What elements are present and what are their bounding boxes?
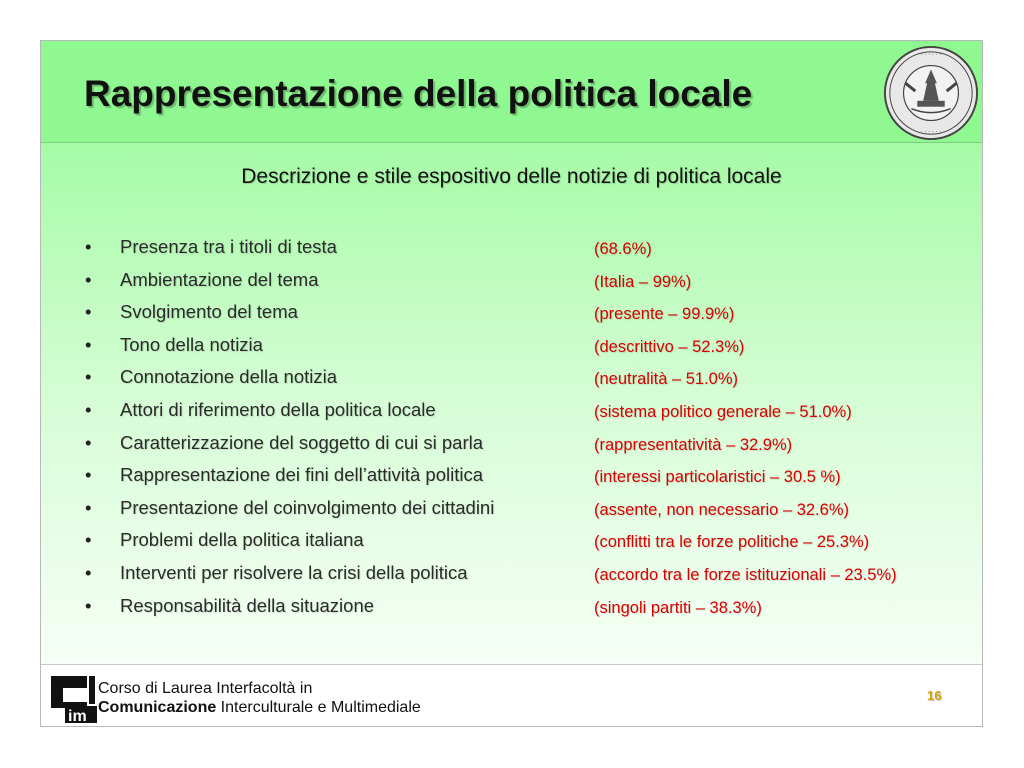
- list-item: [41, 561, 982, 594]
- item-label: Presenza tra i titoli di testa: [120, 236, 337, 257]
- list-item: [41, 333, 982, 366]
- item-label: Tono della notizia: [120, 333, 263, 355]
- list-item: [41, 398, 982, 431]
- item-label: Attori di riferimento della politica locale: [120, 398, 436, 420]
- list-item: [41, 463, 982, 496]
- item-value: (sistema politico generale – 51.0%): [594, 402, 852, 421]
- bullet-icon: •: [85, 301, 92, 323]
- item-value: (conflitti tra le forze politiche – 25.3%): [594, 533, 870, 552]
- bullet-icon: •: [85, 398, 92, 420]
- item-value: (interessi particolaristici – 30.5 %): [594, 468, 841, 487]
- list-item: [41, 528, 982, 561]
- svg-text:im: im: [68, 708, 87, 724]
- list-item: [41, 268, 982, 301]
- item-label: Ambientazione del tema: [120, 268, 319, 290]
- footer-program-line: [98, 699, 421, 717]
- slide-title: Rappresentazione della politica locale: [84, 73, 753, 114]
- bullet-icon: •: [85, 333, 92, 355]
- list-item: [41, 235, 982, 268]
- list-item: [41, 594, 982, 627]
- slide-subtitle: Descrizione e stile espositivo delle notizie di politica locale: [241, 165, 782, 188]
- item-label: Presentazione del coinvolgimento dei cittadini: [120, 496, 495, 518]
- list-item: [41, 496, 982, 529]
- bullet-icon: •: [85, 594, 92, 616]
- svg-text:· · · · · · · ·: · · · · · · · ·: [916, 130, 946, 137]
- item-value: (singoli partiti – 38.3%): [594, 598, 762, 617]
- item-value: (Italia – 99%): [594, 272, 692, 291]
- slide-footer: [41, 664, 982, 727]
- bullet-icon: •: [85, 496, 92, 518]
- item-value: (assente, non necessario – 32.6%): [594, 500, 849, 519]
- item-label: Connotazione della notizia: [120, 366, 338, 388]
- page-number: 16: [927, 688, 942, 703]
- item-value: (accordo tra le forze istituzionali – 23.5%): [594, 565, 897, 584]
- item-value: (rappresentatività – 32.9%): [594, 435, 793, 454]
- footer-course-line: Corso di Laurea Interfacoltà in: [98, 680, 313, 697]
- bullet-icon: •: [85, 366, 92, 388]
- slide: [40, 40, 983, 727]
- footer-program-bold: Comunicazione: [98, 699, 217, 716]
- item-label: Problemi della politica italiana: [120, 529, 364, 551]
- list-item: [41, 365, 982, 398]
- slide-content: [41, 143, 982, 663]
- bullet-icon: •: [85, 236, 92, 257]
- item-label: Responsabilità della situazione: [120, 594, 375, 616]
- statistics-list: [41, 235, 982, 626]
- slide-header: [41, 41, 982, 143]
- bullet-icon: •: [85, 464, 92, 486]
- bullet-icon: •: [85, 529, 92, 551]
- university-seal-icon: [882, 44, 980, 142]
- footer-program-rest: Interculturale e Multimediale: [216, 699, 421, 716]
- bullet-icon: •: [85, 561, 92, 583]
- list-item: [41, 431, 982, 464]
- cim-logo-icon: [47, 672, 99, 724]
- list-item: [41, 300, 982, 333]
- item-label: Caratterizzazione del soggetto di cui si parla: [120, 431, 483, 453]
- item-value: (neutralità – 51.0%): [594, 370, 738, 389]
- item-label: Rappresentazione dei fini dell’attività politica: [120, 464, 484, 486]
- item-value: (presente – 99.9%): [594, 305, 735, 324]
- bullet-icon: •: [85, 431, 92, 453]
- item-value: (descrittivo – 52.3%): [594, 337, 745, 356]
- item-label: Interventi per risolvere la crisi della politica: [120, 561, 468, 583]
- item-value: (68.6%): [594, 240, 652, 258]
- svg-text:· · · · · · · ·: · · · · · · · ·: [916, 52, 946, 59]
- item-label: Svolgimento del tema: [120, 301, 298, 323]
- bullet-icon: •: [85, 268, 92, 290]
